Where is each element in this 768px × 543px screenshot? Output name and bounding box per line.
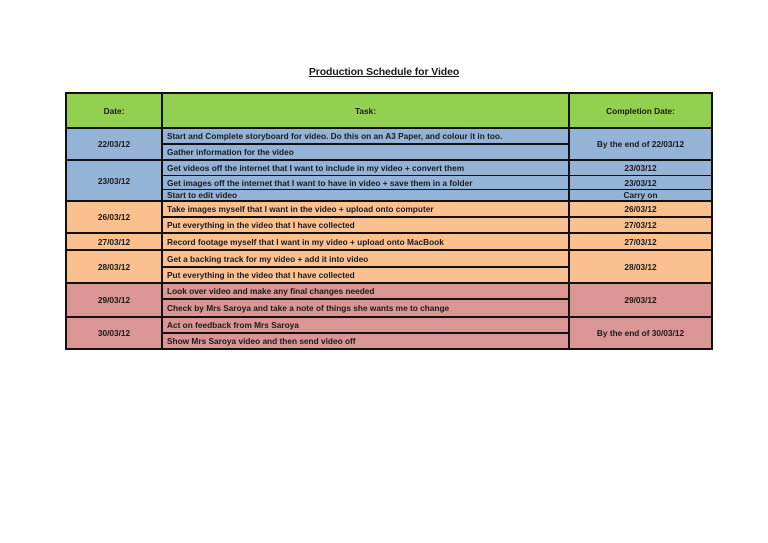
- date-cell: 27/03/12: [67, 232, 163, 249]
- completion-cell: By the end of 22/03/12: [570, 127, 711, 159]
- task-cell: Record footage myself that I want in my video + upload onto MacBook: [163, 232, 570, 249]
- header-date: Date:: [67, 94, 163, 127]
- date-cell: 29/03/12: [67, 282, 163, 316]
- task-cell: Check by Mrs Saroya and take a note of things she wants me to change: [163, 298, 570, 316]
- completion-cell: 29/03/12: [570, 282, 711, 316]
- task-cell: Start to edit video: [163, 189, 570, 200]
- document-title: Production Schedule for Video: [308, 66, 460, 78]
- completion-cell: By the end of 30/03/12: [570, 316, 711, 348]
- date-cell: 23/03/12: [67, 159, 163, 200]
- completion-cell: 28/03/12: [570, 249, 711, 282]
- completion-cell: Carry on: [570, 189, 711, 200]
- task-cell: Show Mrs Saroya video and then send video off: [163, 332, 570, 348]
- task-cell: Look over video and make any final changes needed: [163, 282, 570, 298]
- completion-cell: 26/03/12: [570, 200, 711, 216]
- completion-cell: 27/03/12: [570, 232, 711, 249]
- task-cell: Get a backing track for my video + add it into video: [163, 249, 570, 266]
- header-completion: Completion Date:: [570, 94, 711, 127]
- schedule-table: [65, 92, 713, 350]
- task-cell: Start and Complete storyboard for video. Do this on an A3 Paper, and colour it in too.: [163, 127, 570, 143]
- task-cell: Put everything in the video that I have collected: [163, 266, 570, 282]
- task-cell: Act on feedback from Mrs Saroya: [163, 316, 570, 332]
- task-cell: Get videos off the internet that I want to include in my video + convert them: [163, 159, 570, 175]
- completion-cell: 27/03/12: [570, 216, 711, 232]
- date-cell: 26/03/12: [67, 200, 163, 232]
- completion-cell: 23/03/12: [570, 159, 711, 175]
- date-cell: 22/03/12: [67, 127, 163, 159]
- task-cell: Gather information for the video: [163, 143, 570, 159]
- task-cell: Put everything in the video that I have collected: [163, 216, 570, 232]
- date-cell: 28/03/12: [67, 249, 163, 282]
- header-task: Task:: [163, 94, 570, 127]
- task-cell: Take images myself that I want in the video + upload onto computer: [163, 200, 570, 216]
- date-cell: 30/03/12: [67, 316, 163, 348]
- completion-cell: 23/03/12: [570, 175, 711, 189]
- task-cell: Get images off the internet that I want to have in video + save them in a folder: [163, 175, 570, 189]
